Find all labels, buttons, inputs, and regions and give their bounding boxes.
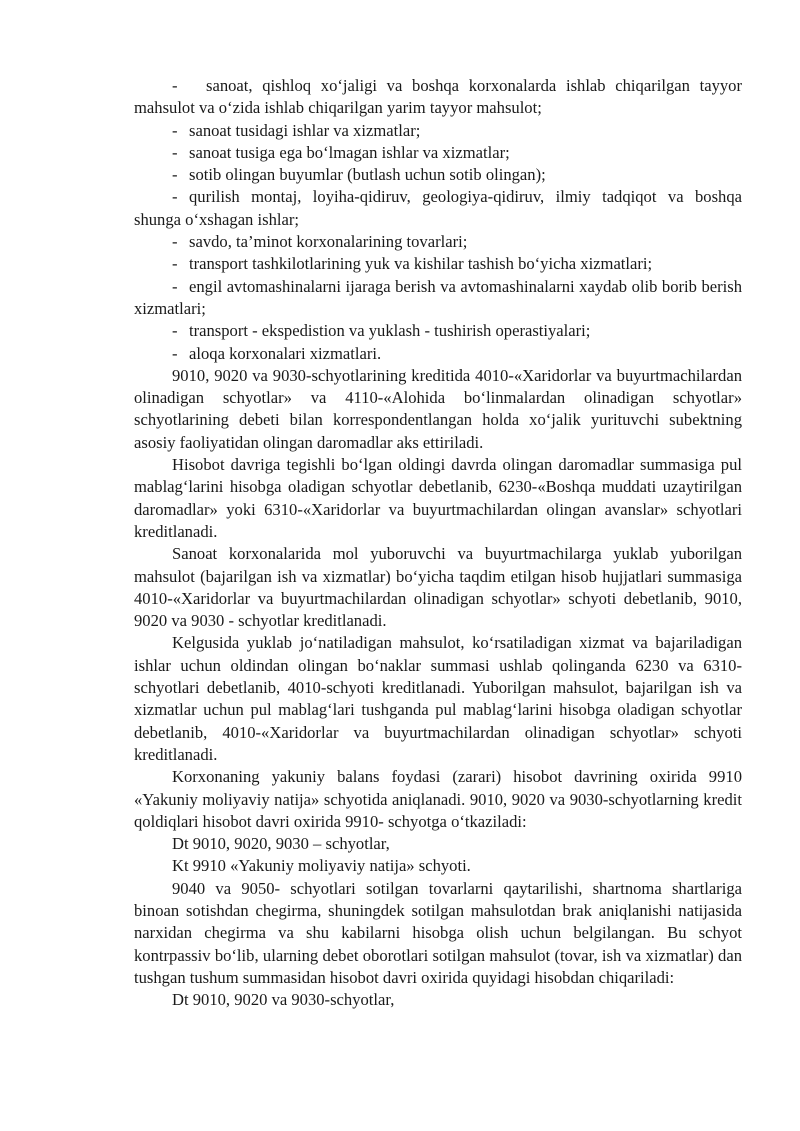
accounting-entry-final: Dt 9010, 9020 va 9030-schyotlar, <box>172 990 395 1010</box>
list-item-text: engil avtomashinalarni ijaraga berish va avtomashinalarni xaydab olib borib berish xizmatlari; <box>134 276 742 318</box>
list-item <box>134 343 742 365</box>
list-item-text: sanoat tusidagi ishlar va xizmatlar; <box>189 120 421 140</box>
list-dash: - <box>172 343 178 363</box>
list-item <box>134 142 742 164</box>
list-item-text: sanoat, qishloq xo‘jaligi va boshqa korxonalarda ishlab chiqarilgan tayyor mahsulot va o‘zida ishlab chiqarilgan yarim tayyor mahsulot; <box>134 76 742 118</box>
paragraph: Sanoat korxonalarida mol yuboruvchi va buyurtmachilarga yuklab yuborilgan mahsulot (bajarilgan ish va xizmatlar) bo‘yicha taqdim etilgan hisob hujjatlari summasiga 4010-«Xaridorlar va buyurtmachilardan olinadigan schyotlar» schyoti debetlanib, 9010, 9020 va 9030 - schyotlar kreditlanadi. <box>134 544 742 631</box>
accounting-entry-debit: Dt 9010, 9020, 9030 – schyotlar, <box>172 834 390 854</box>
list-dash: - <box>172 165 178 185</box>
list-dash: - <box>172 76 178 95</box>
paragraph: Kelgusida yuklab jo‘natiladigan mahsulot, ko‘rsatiladigan xizmat va bajariladigan ishlar uchun oldindan olingan bo‘naklar summasi ushlab qolinganda 6230 va 6310-schyotlari debetlanib, 4010-schyoti kreditlanadi. Yuborilgan mahsulot, bajarilgan ish va xizmatlar uchun pul mablag‘lari tushganda pul mablag‘larini hisobga oladigan schyotlar debetlanib, 4010-«Xaridorlar va buyurtmachilardan olinadigan schyotlar» schyoti kreditlanadi. <box>134 633 742 764</box>
list-dash: - <box>172 321 178 341</box>
list-item-text: aloqa korxonalari xizmatlari. <box>189 343 382 363</box>
list-item <box>134 120 742 142</box>
list-item-text: transport - ekspedistion va yuklash - tushirish operastiyalari; <box>189 321 591 341</box>
list-item <box>134 320 742 342</box>
list-dash: - <box>172 276 178 296</box>
paragraph: 9040 va 9050- schyotlari sotilgan tovarlarni qaytarilishi, shartnoma shartlariga binoan sotishdan chegirma, shuningdek sotilgan mahsulotdan brak aniqlanishi natijasida narxidan chegirma va shu kabilarni hisobga olish uchun belgilangan. Bu schyot kontrpassiv bo‘lib, ularning debet oborotlari sotilgan mahsulot (tovar, ish va xizmatlar) dan tushgan tushum summasidan hisobot davri oxirida quyidagi hisobdan chiqariladi: <box>134 878 742 987</box>
list-item <box>134 186 742 231</box>
list-item <box>134 253 742 275</box>
list-item <box>134 164 742 186</box>
paragraph: Korxonaning yakuniy balans foydasi (zarari) hisobot davrining oxirida 9910 «Yakuniy moliyaviy natija» schyotida aniqlanadi. 9010, 9020 va 9030-schyotlarning kredit qoldiqlari hisobot davri oxirida 9910- schyotga o‘tkaziladi: <box>134 767 742 831</box>
list-item <box>134 231 742 253</box>
list-item-text: transport tashkilotlarining yuk va kishilar tashish bo‘yicha xizmatlari; <box>189 254 653 274</box>
accounting-entry-credit: Kt 9910 «Yakuniy moliyaviy natija» schyoti. <box>172 856 471 876</box>
list-item-text: sotib olingan buyumlar (butlash uchun sotib olingan); <box>189 165 546 185</box>
document-body <box>134 75 742 1011</box>
paragraph: 9010, 9020 va 9030-schyotlarining kreditida 4010-«Xaridorlar va buyurtmachilardan olinadigan schyotlar» va 4110-«Alohida bo‘linmalardan olinadigan schyotlar» schyotlarining debeti bilan korrespondentlangan holda xo‘jalik yurituvchi subektning asosiy faoliyatidan olingan daromadlar aks ettiriladi. <box>134 365 742 452</box>
list-dash: - <box>172 232 178 252</box>
paragraph: Hisobot davriga tegishli bo‘lgan oldingi davrda olingan daromadlar summasiga pul mablag‘larini hisobga oladigan schyotlar debetlanib, 6230-«Boshqa muddati uzaytirilgan daromadlar» yoki 6310-«Xaridorlar va buyurtmachilardan olingan avanslar» schyotlari kreditlanadi. <box>134 455 742 541</box>
list-dash: - <box>172 120 178 140</box>
list-item-text: sanoat tusiga ega bo‘lmagan ishlar va xizmatlar; <box>189 142 510 162</box>
list-item-text: qurilish montaj, loyiha-qidiruv, geologiya-qidiruv, ilmiy tadqiqot va boshqa shunga o‘xshagan ishlar; <box>134 187 742 229</box>
list-dash: - <box>172 187 178 207</box>
list-item <box>134 276 742 321</box>
list-dash: - <box>172 254 178 274</box>
list-item <box>134 75 742 120</box>
list-dash: - <box>172 142 178 162</box>
list-item-text: savdo, ta’minot korxonalarining tovarlari; <box>189 232 468 252</box>
